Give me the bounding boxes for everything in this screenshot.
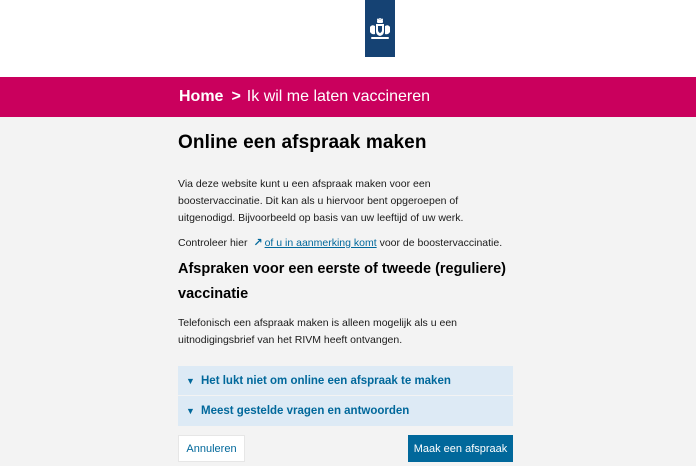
site-header (0, 0, 696, 77)
cancel-button[interactable]: Annuleren (178, 435, 245, 462)
chevron-down-icon: ▼ (186, 406, 195, 416)
breadcrumb-separator: > (231, 88, 241, 105)
breadcrumb (0, 77, 696, 117)
rijksoverheid-logo[interactable] (365, 0, 395, 57)
accordion-item-label: Het lukt niet om online een afspraak te maken (201, 374, 451, 387)
chevron-down-icon: ▼ (186, 375, 195, 386)
make-appointment-button[interactable]: Maak een afspraak (408, 435, 513, 462)
main-content (178, 117, 513, 426)
eligibility-link[interactable]: of u in aanmerking komt (264, 237, 377, 249)
accordion-item-faq[interactable] (178, 396, 513, 426)
accordion-item-label: Meest gestelde vragen en antwoorden (201, 405, 410, 417)
eligibility-prefix: Controleer hier (178, 237, 248, 249)
crest-icon (368, 18, 392, 40)
faq-accordion (178, 366, 513, 426)
accordion-item-online-issue[interactable] (178, 366, 513, 396)
eligibility-line (178, 235, 513, 252)
page-title: Online een afspraak maken (178, 132, 427, 153)
eligibility-suffix: voor de boostervaccinatie. (379, 237, 503, 249)
breadcrumb-home-link[interactable]: Home (179, 88, 224, 105)
external-link-icon: ↗ (253, 237, 263, 249)
breadcrumb-current: Ik wil me laten vaccineren (246, 88, 430, 105)
section-title: Afspraken voor een eerste of tweede (reguliere) vaccinatie (178, 261, 506, 302)
phone-info-text: Telefonisch een afspraak maken is alleen mogelijk als u een uitnodigingsbrief van het RIVM heeft ontvangen. (178, 317, 457, 346)
intro-text: Via deze website kunt u een afspraak maken voor een boostervaccinatie. Dit kan als u hiervoor bent opgeroepen of uitgenodigd. Bijvoorbeeld op basis van uw leeftijd of uw werk. (178, 178, 464, 224)
